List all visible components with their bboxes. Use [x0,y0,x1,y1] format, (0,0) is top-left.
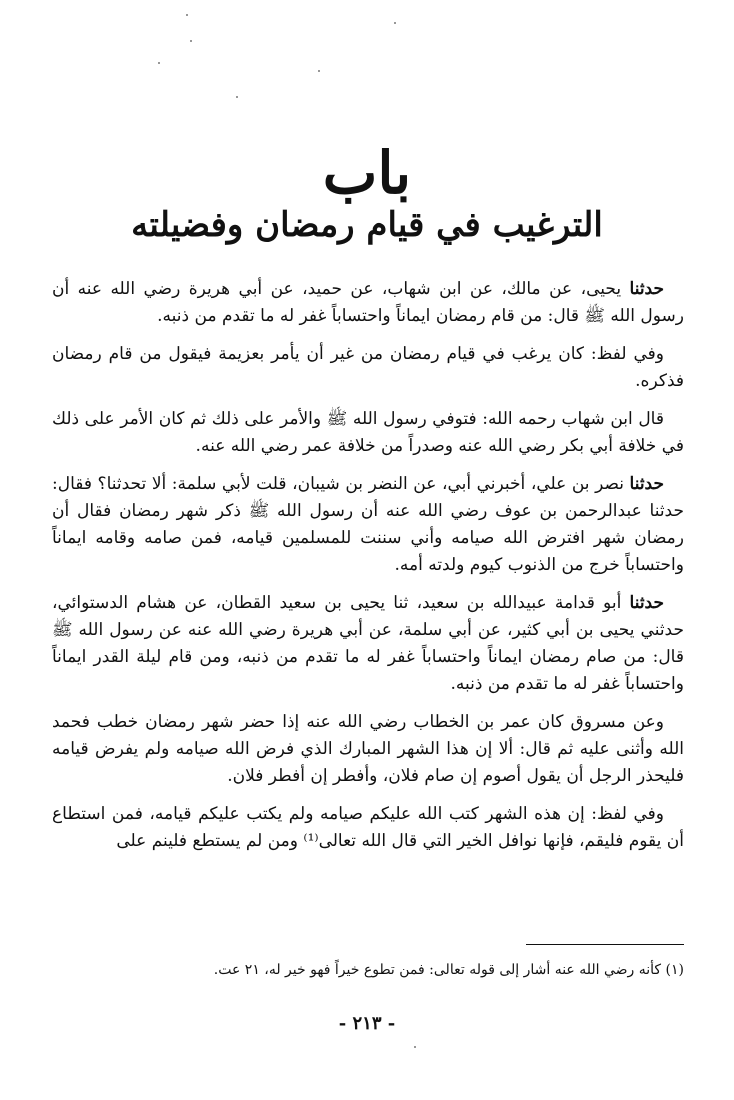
paragraph-opener: حدثنا [629,593,664,613]
scan-speck [236,96,238,98]
paragraph-text: قال ابن شهاب رحمه الله: فتوفي رسول الله ﷺ والأمر على ذلك ثم كان الأمر على ذلك في خلافة أبي بكر رضي الله عنه وصدراً من خلافة عمر رضي الله عنه. [52,409,684,456]
paragraph [52,406,684,460]
paragraph [52,341,684,395]
paragraph [52,801,684,855]
page-number: - ٢١٣ - [338,1013,396,1034]
paragraph-text: نصر بن علي، أخبرني أبي، عن النضر بن شيبان، قلت لأبي سلمة: ألا تحدثنا؟ فقال: حدثنا عبدالرحمن بن عوف رضي الله عنه أن رسول الله ﷺ ذكر شهر رمضان فقال أن رمضان شهر افترض الله صيامه وأني سننت للمسلمين قيامه، فمن صامه وقامه ايماناً واحتساباً خرج من الذنوب كيوم ولدته أمه. [52,474,684,575]
paragraph [52,590,684,698]
paragraph-text: وعن مسروق كان عمر بن الخطاب رضي الله عنه إذا حضر شهر رمضان خطب فحمد الله وأثنى عليه ثم قال: ألا إن هذا الشهر المبارك الذي فرض الله صيامه ولم يفرض قيامه فليحذر الرجل أن يقول أصوم إن صام فلان، وأفطر إن أفطر فلان. [52,712,684,786]
scan-speck [414,1046,416,1048]
paragraph-text: أبو قدامة عبيدالله بن سعيد، ثنا يحيى بن سعيد القطان، عن هشام الدستوائي، حدثني يحيى بن أبي كثير، عن أبي سلمة، عن أبي هريرة رضي الله عنه عن رسول الله ﷺ قال: من صام رمضان ايماناً واحتساباً غفر له ما تقدم من ذنبه، ومن قام ليلة القدر ايماناً واحتساباً غفر له ما تقدم من ذنبه. [52,593,684,694]
paragraph-text: وفي لفظ: كان يرغب في قيام رمضان من غير أن يأمر بعزيمة فيقول من قام رمضان فذكره. [52,344,684,391]
paragraph [52,276,684,330]
paragraph-text: وفي لفظ: إن هذه الشهر كتب الله عليكم صيامه ولم يكتب عليكم قيامه، فمن استطاع أن يقوم فليقم، فإنها نوافل الخير التي قال الله تعالى⁽¹⁾ ومن لم يستطع فلينم على [52,804,684,851]
paragraph [52,471,684,579]
scan-speck [186,14,188,16]
paragraph [52,709,684,790]
footnote: (١) كأنه رضي الله عنه أشار إلى قوله تعالى: فمن تطوع خيراً فهو خير له، ٢١ عت. [213,962,684,978]
chapter-heading: باب [322,139,412,207]
chapter-title: الترغيب في قيام رمضان وفضيلته [131,205,603,245]
scan-speck [318,70,320,72]
paragraph-text: يحيى، عن مالك، عن ابن شهاب، عن حميد، عن أبي هريرة رضي الله عنه أن رسول الله ﷺ قال: من قام رمضان ايماناً واحتساباً غفر له ما تقدم من ذنبه. [52,279,684,326]
scan-speck [190,40,192,42]
paragraph-opener: حدثنا [629,279,664,299]
footnote-divider [526,944,684,945]
scan-speck [394,22,396,24]
scan-speck [158,62,160,64]
paragraph-opener: حدثنا [629,474,664,494]
body-text [52,276,684,866]
